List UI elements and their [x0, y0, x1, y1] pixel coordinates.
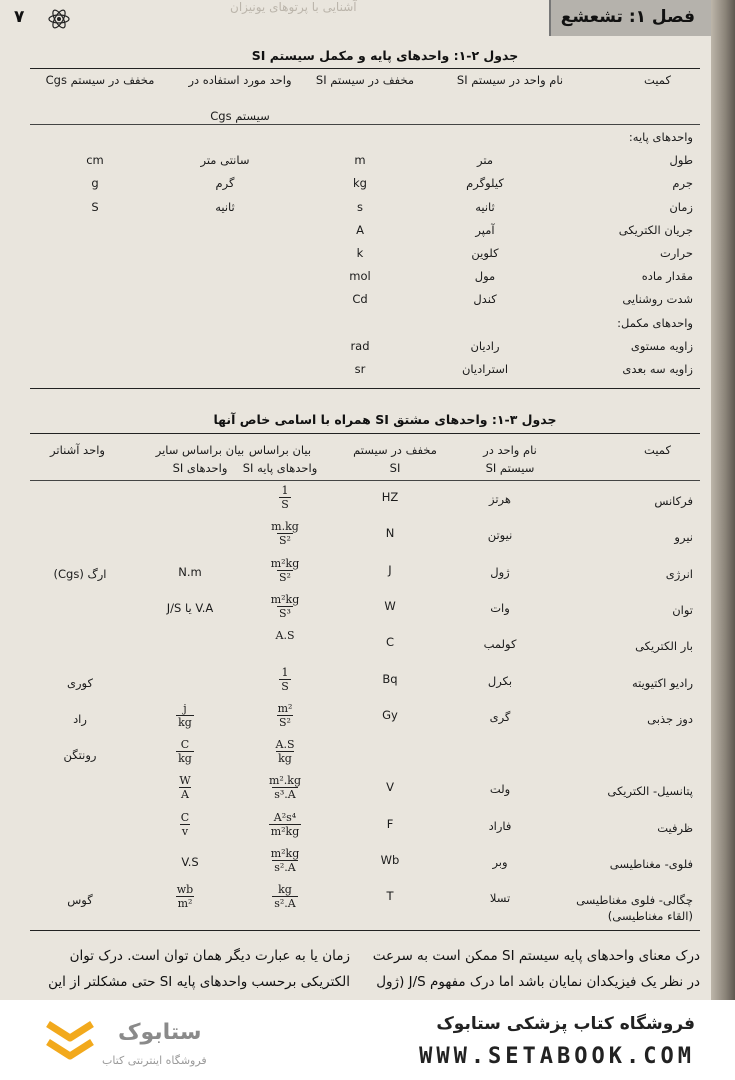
- table1-cell-si-abbr: A: [356, 222, 364, 237]
- table1-cell-si-abbr: rad: [350, 338, 370, 353]
- footer-store-name: فروشگاه کتاب پزشکی ستابوک: [436, 1014, 695, 1034]
- table2-cell-abbr: C: [385, 635, 395, 650]
- table2-cell-quantity: نیرو: [674, 530, 693, 545]
- table2-header-base-1: بیان براساس: [248, 443, 312, 457]
- table2-cell-base-units: [245, 811, 325, 838]
- table2-cell-abbr: N: [385, 526, 395, 541]
- table2-cell-quantity: ظرفیت: [657, 820, 693, 835]
- table2-cell-base-units: [245, 557, 325, 584]
- table2-cell-base-units: [245, 484, 325, 511]
- table2-cell-base-units: [245, 847, 325, 874]
- table2-cell-quantity: چگالی- فلوی مغناطیسی: [576, 893, 693, 908]
- footer-url[interactable]: WWW.SETABOOK.COM: [419, 1044, 695, 1069]
- table2-cell-familiar: کوری: [67, 675, 93, 690]
- table2-cell-base-units: [245, 738, 325, 765]
- table1-title: جدول ۲-۱: واحدهای پایه و مکمل سیستم SI: [251, 48, 519, 63]
- table2-cell-name: ژول: [490, 564, 510, 579]
- table2-cell-familiar: ارگ (Cgs): [53, 566, 107, 581]
- base-denominator: S: [281, 498, 289, 511]
- table2-cell-other-units: [155, 702, 215, 729]
- book-binding: [711, 0, 735, 1000]
- table2-cell-quantity-note: (القاء مغناطیسی): [607, 909, 693, 924]
- table1-header-cgs-abbr: مخفف در سیستم Cgs: [45, 73, 155, 87]
- table2-cell-quantity: بار الکتریکی: [635, 639, 693, 654]
- logo-text: ستابوک: [118, 1020, 202, 1045]
- table2-cell-familiar: گوس: [67, 893, 93, 908]
- table1-cell-si-abbr: s: [357, 199, 363, 214]
- table2-header-abbr-1: مخفف در سیستم: [353, 443, 437, 457]
- table1-cell-si-unit: مول: [474, 269, 496, 284]
- chapter-title: فصل ۱: تشعشع: [560, 7, 695, 27]
- table2-cell-name: فاراد: [488, 818, 512, 833]
- base-numerator: A²s⁴: [273, 810, 297, 824]
- table2-cell-abbr: V: [386, 780, 394, 795]
- table1-cell-cgs-abbr: g: [91, 176, 99, 191]
- other-numerator: C: [180, 738, 190, 752]
- table2-cell-quantity: رادیو اکتیویته: [631, 675, 693, 690]
- table2-cell-other-units: [155, 811, 215, 838]
- table1-cell-quantity: واحدهای پایه:: [628, 130, 693, 144]
- table1-cell-si-abbr: mol: [349, 269, 371, 284]
- table2-cell-other-units: [155, 774, 215, 801]
- body-text-right-1: درک معنای واحدهای پایه سیستم SI ممکن است به سرعت: [372, 948, 700, 964]
- table1-cell-si-abbr: kg: [353, 176, 367, 191]
- table2-cell-quantity: توان: [672, 602, 693, 617]
- table1-cell-si-unit: متر: [477, 153, 493, 168]
- table2-cell-base-units: [245, 629, 325, 642]
- table1-cell-quantity: زمان: [669, 199, 693, 214]
- base-numerator: m²: [277, 701, 293, 715]
- header-faint-text: آشنایی با پرتوهای یونیزان: [230, 0, 357, 14]
- table2-header-other-2: واحدهای SI: [172, 461, 228, 475]
- table2-cell-name: کولمب: [483, 637, 517, 652]
- table1-cell-quantity: شدت روشنایی: [622, 292, 693, 307]
- table2-header-abbr-2: SI: [389, 461, 401, 475]
- table2-cell-name: گری: [489, 709, 511, 724]
- table1-cell-quantity: زاویه مستوی: [630, 338, 693, 353]
- table2-cell-abbr: Wb: [380, 853, 400, 867]
- body-text-left-1: زمان یا به عبارت دیگر همان توان است. درک توان: [69, 948, 350, 964]
- other-numerator: wb: [176, 883, 194, 897]
- other-denominator: v: [181, 824, 189, 838]
- table2-cell-base-units: [245, 666, 325, 693]
- table2-cell-name: هرتز: [489, 492, 511, 506]
- base-numerator: m²kg: [270, 556, 300, 570]
- table2-cell-abbr: J: [388, 562, 392, 577]
- table1-cell-quantity: مقدار ماده: [641, 269, 693, 284]
- other-denominator: kg: [178, 715, 192, 729]
- table2-cell-base-units: [245, 774, 325, 801]
- table1-cell-cgs-unit: ثانیه: [215, 199, 235, 214]
- table1-cell-cgs-unit: گرم: [215, 176, 235, 191]
- table1-cell-si-abbr: m: [354, 153, 366, 168]
- table2-bottom-rule: [30, 930, 700, 931]
- atom-icon: [48, 8, 70, 30]
- table2-cell-name: وات: [490, 600, 510, 615]
- table2-header-rule: [30, 480, 700, 481]
- table2-header-quantity: کمیت: [644, 443, 671, 457]
- other-denominator: m²: [177, 897, 193, 911]
- base-numerator: m².kg: [268, 774, 302, 788]
- table2-header-base-2: واحدهای پایه SI: [242, 461, 318, 475]
- base-numerator: A.S: [275, 629, 295, 643]
- table2-header-name-2: سیستم SI: [485, 461, 535, 475]
- table1-cell-si-unit: ثانیه: [475, 199, 495, 214]
- table1-header-si-unit: نام واحد در سیستم SI: [456, 73, 564, 87]
- table1-cell-si-abbr: Cd: [352, 292, 368, 307]
- table1-header-si-abbr: مخفف در سیستم SI: [315, 73, 415, 87]
- base-numerator: A.S: [275, 738, 295, 752]
- table1-cell-cgs-abbr: S: [91, 199, 99, 214]
- table2-cell-base-units: [245, 702, 325, 729]
- base-denominator: s².A: [274, 897, 296, 911]
- table1-header-cgs-unit-2: سیستم Cgs: [210, 109, 270, 123]
- table2-cell-quantity: انرژی: [665, 566, 693, 581]
- table2-title: جدول ۳-۱: واحدهای مشتق SI همراه با اسامی خاص آنها: [213, 412, 557, 427]
- table1-cell-quantity: طول: [669, 153, 693, 168]
- table2-cell-other-units: N.m: [178, 564, 202, 579]
- table2-cell-name: تسلا: [489, 891, 511, 906]
- other-numerator: j: [183, 701, 187, 715]
- base-denominator: S³: [279, 606, 291, 620]
- base-denominator: S²: [279, 715, 291, 729]
- other-numerator: C: [180, 810, 190, 824]
- table2-top-rule: [30, 433, 700, 434]
- table2-cell-quantity: پتانسیل- الکتریکی: [607, 784, 693, 799]
- base-denominator: m²kg: [270, 824, 300, 838]
- base-numerator: 1: [281, 484, 289, 497]
- table2-cell-name: بکرل: [487, 673, 513, 688]
- table1-cell-si-unit: کیلوگرم: [466, 176, 504, 191]
- table2-cell-familiar: رونتگن: [63, 748, 97, 763]
- table2-cell-quantity: دوز جذبی: [647, 711, 693, 726]
- body-text-left-2: الکتریکی برحسب واحدهای پایه SI حتی مشکلتر از این: [48, 974, 350, 990]
- table2-cell-name: وبر: [492, 855, 508, 869]
- table1-cell-si-abbr: k: [356, 246, 364, 260]
- table1-header-rule: [30, 124, 700, 125]
- table1-cell-quantity: جریان الکتریکی: [618, 222, 693, 237]
- base-numerator: kg: [278, 883, 292, 897]
- logo-subtitle: فروشگاه اینترنتی کتاب: [102, 1054, 207, 1067]
- table1-cell-quantity: حرارت: [659, 246, 693, 260]
- page-number: ۷: [14, 7, 25, 27]
- base-numerator: m.kg: [271, 520, 299, 534]
- table1-bottom-rule: [30, 388, 700, 389]
- table2-cell-abbr: HZ: [381, 490, 399, 504]
- other-numerator: W: [179, 774, 191, 788]
- logo-chevron-icon: [40, 1010, 100, 1070]
- base-denominator: s³.A: [274, 788, 296, 802]
- table2-header-name-1: نام واحد در: [483, 443, 537, 457]
- table2-cell-other-units: [155, 738, 215, 765]
- table1-cell-cgs-unit: سانتی متر: [200, 153, 250, 168]
- table2-cell-abbr: T: [386, 889, 394, 904]
- table1-cell-quantity: زاویه سه بعدی: [622, 362, 693, 376]
- table2-cell-quantity: فلوی- مغناطیسی: [609, 857, 693, 871]
- table1-cell-si-unit: استرادیان: [461, 362, 509, 376]
- table1-cell-quantity: واحدهای مکمل:: [617, 315, 693, 330]
- table1-top-rule: [30, 68, 700, 69]
- table2-cell-other-units: V.S: [181, 855, 199, 869]
- table2-cell-abbr: F: [386, 816, 394, 831]
- table2-header-other-1: بیان براساس سایر: [155, 443, 245, 457]
- table2-cell-other-units: J/S یا V.A: [166, 600, 214, 615]
- table1-cell-si-abbr: sr: [354, 362, 366, 376]
- base-numerator: m²kg: [270, 847, 300, 860]
- other-denominator: A: [181, 788, 189, 802]
- table2-cell-abbr: W: [384, 598, 396, 613]
- base-denominator: S²: [279, 570, 291, 584]
- table1-cell-quantity: جرم: [672, 176, 693, 191]
- table1-cell-si-unit: کلوین: [471, 246, 499, 260]
- table1-cell-cgs-abbr: cm: [86, 153, 104, 168]
- table2-cell-familiar: راد: [73, 711, 87, 726]
- body-text-right-2: در نظر یک فیزیکدان نمایان باشد اما درک مفهوم J/S (ژول: [376, 974, 700, 990]
- table2-cell-base-units: [245, 520, 325, 547]
- table2-cell-other-units: [155, 883, 215, 910]
- base-denominator: kg: [278, 752, 292, 766]
- table1-cell-si-unit: کندل: [473, 292, 497, 307]
- table1-cell-si-unit: رادیان: [470, 338, 500, 353]
- base-denominator: s².A: [274, 861, 296, 874]
- table2-cell-base-units: [245, 883, 325, 910]
- table2-cell-abbr: Gy: [382, 707, 398, 722]
- table1-cell-si-unit: آمپر: [475, 222, 495, 237]
- footer-banner: [0, 1000, 735, 1080]
- table2-cell-abbr: Bq: [382, 671, 398, 686]
- base-numerator: m²kg: [270, 592, 300, 606]
- setabook-logo[interactable]: [40, 1010, 250, 1070]
- table1-header-quantity: کمیت: [644, 73, 671, 87]
- table2-cell-name: ولت: [489, 782, 511, 797]
- other-denominator: kg: [178, 752, 192, 766]
- base-numerator: 1: [281, 665, 289, 679]
- base-denominator: S²: [279, 534, 291, 548]
- table2-cell-quantity: فرکانس: [654, 494, 693, 508]
- base-denominator: S: [281, 679, 289, 693]
- table1-header-cgs-unit-1: واحد مورد استفاده در: [188, 73, 292, 87]
- table2-header-familiar: واحد آشناتر: [50, 443, 105, 457]
- table2-cell-base-units: [245, 593, 325, 620]
- table2-cell-name: نیوتن: [487, 528, 513, 543]
